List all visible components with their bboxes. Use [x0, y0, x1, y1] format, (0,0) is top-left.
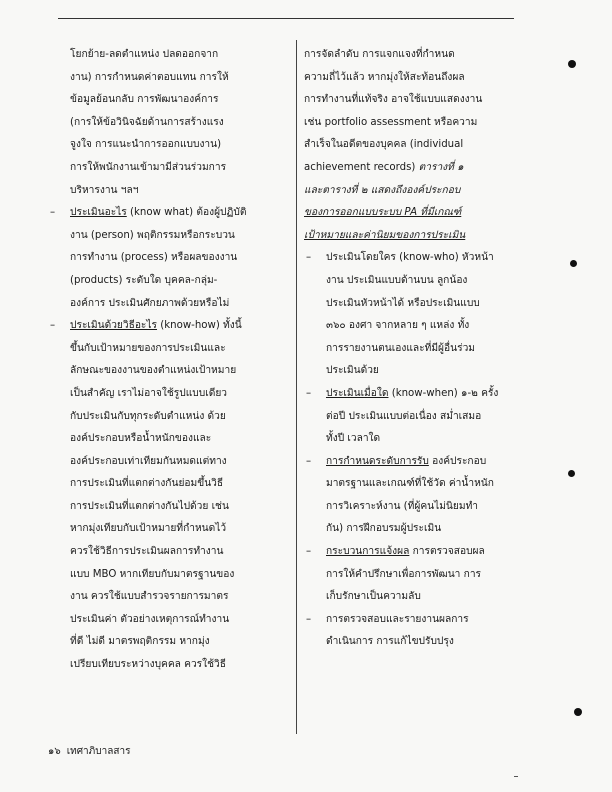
- bullet-text: (know what) ต้องผู้ปฏิบัติ: [126, 207, 247, 219]
- text-line: การทำงานที่แท้จริง อาจใช้แบบแสดงงาน: [304, 94, 483, 106]
- bullet-dash: –: [306, 613, 312, 625]
- bullet-item: [48, 202, 288, 225]
- margin-tick: [514, 776, 518, 777]
- text-line: ดำเนินการ การแก้ไขปรับปรุง: [326, 636, 454, 648]
- text-line: ขึ้นกับเป้าหมายของการประเมินและ: [70, 342, 226, 354]
- text-line: เก็บรักษาเป็นความลับ: [326, 591, 421, 603]
- column-divider: [296, 40, 297, 734]
- text-line: กัน) การฝึกอบรมผู้ประเมิน: [326, 523, 442, 535]
- bullet-heading: กระบวนการแจ้งผล: [326, 546, 410, 558]
- text-line: จูงใจ การแนะนำการออกแบบงาน): [70, 139, 222, 151]
- text-line: การให้พนักงานเข้ามามีส่วนร่วมการ: [70, 161, 227, 173]
- bullet-text: (know-how) ทั้งนี้: [157, 320, 242, 332]
- punch-hole-mark: [574, 708, 582, 716]
- text-line: องค์ประกอบเท่าเทียมกันหมดแต่ทาง: [70, 455, 227, 467]
- text-line: เป้าหมายและค่านิยมของการประเมิน: [304, 229, 466, 241]
- text-line: การประเมินที่แตกต่างกันไปด้วย เช่น: [70, 500, 229, 512]
- bullet-dash: –: [50, 320, 56, 332]
- text-line: งาน) การกำหนดค่าตอบแทน การให้: [70, 71, 229, 83]
- text-line: เปรียบเทียบระหว่างบุคคล ควรใช้วิธี: [70, 659, 226, 671]
- text-line: ประเมินด้วย: [326, 365, 379, 377]
- text-line: ทั้งปี เวลาใด: [326, 433, 381, 445]
- text-line: ควรใช้วิธีการประเมินผลการทำงาน: [70, 546, 224, 558]
- text-line: ความถี่ไว้แล้ว หากมุ่งให้สะท้อนถึงผล: [304, 71, 465, 83]
- text-line: องค์การ ประเมินศักยภาพด้วยหรือไม่: [70, 297, 230, 309]
- left-column: [48, 44, 288, 677]
- bullet-item: [304, 247, 526, 270]
- text-line: งาน ประเมินแบบด้านบน ลูกน้อง: [326, 274, 468, 286]
- bullet-heading: การกำหนดระดับการรับ: [326, 455, 429, 467]
- text-line: ข้อมูลย้อนกลับ การพัฒนาองค์การ: [70, 94, 219, 106]
- text-line: งาน ควรใช้แบบสำรวจรายการมาตร: [70, 591, 229, 603]
- punch-hole-mark: [568, 470, 575, 477]
- text-line: ที่ดี ไม่ดี มาตรพฤติกรรม หากมุ่ง: [70, 636, 210, 648]
- bullet-dash: –: [306, 546, 312, 558]
- page-footer: [48, 744, 130, 759]
- bullet-text: (know-when) ๑-๒ ครั้ง: [388, 387, 499, 399]
- text-line: แบบ MBO หากเทียบกับมาตรฐานของ: [70, 568, 235, 580]
- text-line: ประเมินค่า ตัวอย่างเหตุการณ์ทำงาน: [70, 613, 230, 625]
- table-reference: ตารางที่ ๑: [415, 161, 464, 173]
- bullet-text: การตรวจสอบผล: [409, 546, 485, 558]
- text-line: เช่น portfolio assessment หรือความ: [304, 116, 478, 128]
- bullet-item: [304, 451, 526, 474]
- bullet-text: ประเมินโดยใคร (know-who) หัวหน้า: [326, 252, 494, 264]
- bullet-heading: ประเมินเมื่อใด: [326, 387, 389, 399]
- text-line: การวิเคราะห์งาน (ที่ผู้คนไม่นิยมทำ: [326, 500, 479, 512]
- bullet-dash: –: [306, 455, 312, 467]
- text-line: การจัดลำดับ การแจกแจงที่กำหนด: [304, 49, 455, 60]
- bullet-dash: –: [50, 207, 56, 219]
- text-line: โยกย้าย-ลดตำแหน่ง ปลดออกจาก: [70, 49, 219, 60]
- text-line: มาตรฐานและเกณฑ์ที่ใช้วัด ค่าน้ำหนัก: [326, 478, 494, 490]
- text-line: (products) ระดับใด บุคคล-กลุ่ม-: [70, 274, 218, 286]
- punch-hole-mark: [568, 60, 576, 68]
- bullet-dash: –: [306, 387, 312, 399]
- text-line: (การให้ข้อวินิจฉัยด้านการสร้างแรง: [70, 116, 224, 128]
- text-line: ๓๖๐ องศา จากหลาย ๆ แหล่ง ทั้ง: [326, 320, 470, 332]
- text-line: การให้คำปรึกษาเพื่อการพัฒนา การ: [326, 568, 482, 580]
- text-line: การรายงานตนเองและที่มีผู้อื่นร่วม: [326, 342, 476, 354]
- page-number: ๑๖: [48, 746, 61, 757]
- text-line: ลักษณะของงานของตำแหน่งเป้าหมาย: [70, 365, 237, 377]
- right-column: [304, 44, 526, 654]
- text-line: ประเมินหัวหน้าได้ หรือประเมินแบบ: [326, 297, 480, 309]
- text-line: การประเมินที่แตกต่างกันย่อมขึ้นวิธี: [70, 478, 224, 490]
- text-line: ของการออกแบบระบบ PA ที่มีเกณฑ์: [304, 207, 462, 219]
- text-line: สำเร็จในอดีตของบุคคล (individual: [304, 139, 464, 151]
- text-line: องค์ประกอบหรือน้ำหนักของและ: [70, 433, 212, 445]
- text-line: และตารางที่ ๒ แสดงถึงองค์ประกอบ: [304, 184, 461, 196]
- text-line: บริหารงาน ฯลฯ: [70, 184, 139, 196]
- text-line: [304, 157, 526, 180]
- bullet-heading: ประเมินด้วยวิธีอะไร: [70, 320, 158, 332]
- text-line: ต่อปี ประเมินแบบต่อเนื่อง สม่ำเสมอ: [326, 410, 482, 422]
- punch-hole-mark: [570, 260, 577, 267]
- bullet-item: [304, 609, 526, 632]
- bullet-dash: –: [306, 252, 312, 264]
- bullet-item: [304, 541, 526, 564]
- text-line: เป็นสำคัญ เราไม่อาจใช้รูปแบบเดียว: [70, 387, 228, 399]
- journal-name: เทศาภิบาลสาร: [66, 746, 131, 757]
- top-rule: [58, 18, 514, 19]
- bullet-item: [304, 383, 526, 406]
- bullet-heading: ประเมินอะไร: [70, 207, 127, 219]
- text-line: การทำงาน (process) หรือผลของงาน: [70, 252, 238, 264]
- text-line: หากมุ่งเทียบกับเป้าหมายที่กำหนดไว้: [70, 523, 227, 535]
- bullet-text: องค์ประกอบ: [428, 455, 487, 467]
- bullet-item: [48, 315, 288, 338]
- bullet-text: การตรวจสอบและรายงานผลการ: [326, 613, 469, 625]
- text-line: งาน (person) พฤติกรรมหรือกระบวน: [70, 229, 235, 241]
- text-line: กับประเมินกับทุกระดับตำแหน่ง ด้วย: [70, 410, 226, 422]
- text-segment: achievement records): [304, 161, 416, 173]
